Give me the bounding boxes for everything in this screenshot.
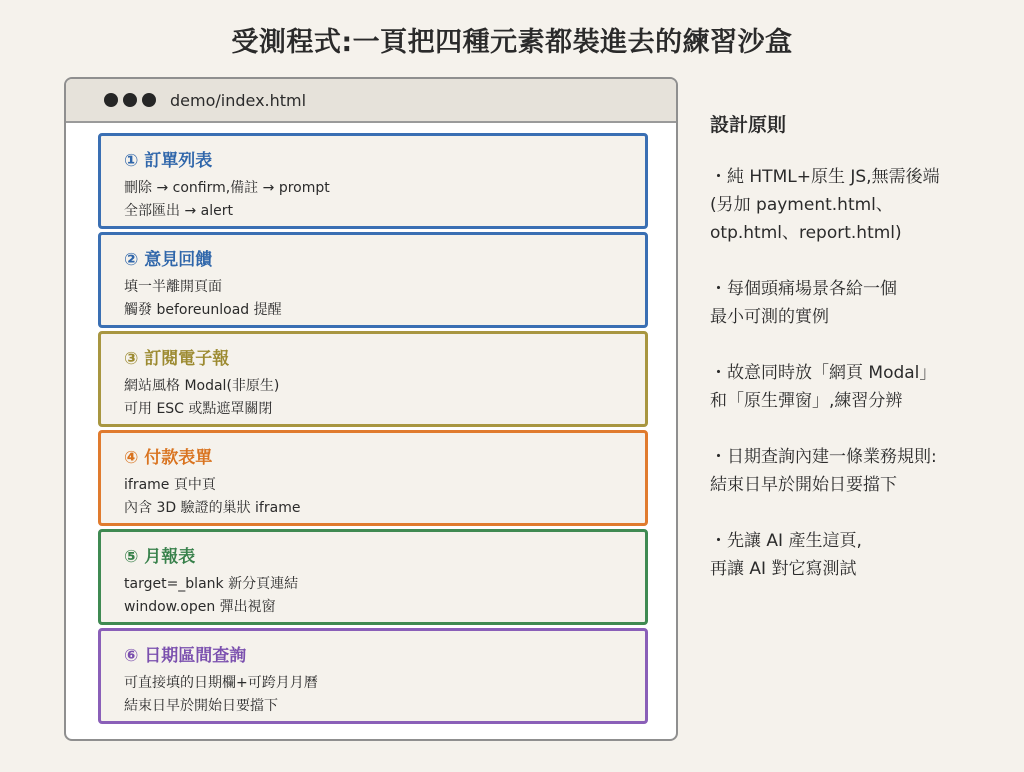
principle-line: otp.html、report.html) <box>710 223 902 243</box>
design-principles <box>710 110 1010 611</box>
principle-line: ・日期查詢內建一條業務規則: <box>710 447 937 467</box>
card-feedback <box>98 232 648 328</box>
principle-line: ・故意同時放「網頁 Modal」 <box>710 363 937 383</box>
principles-heading: 設計原則 <box>710 114 787 136</box>
principle-item <box>710 359 1010 415</box>
principle-line: ・先讓 AI 產生這頁, <box>710 531 862 551</box>
window-dot-icon <box>104 93 118 107</box>
principle-item <box>710 443 1010 499</box>
card-line: iframe 頁中頁 <box>124 477 216 493</box>
principle-line: (另加 payment.html、 <box>710 195 893 215</box>
card-title: ⑤ 月報表 <box>124 547 196 567</box>
window-controls <box>104 93 156 107</box>
principle-line: ・純 HTML+原生 JS,無需後端 <box>710 167 940 187</box>
principle-item <box>710 527 1010 583</box>
principle-line: 結束日早於開始日要擋下 <box>710 475 897 495</box>
card-line: 全部匯出 → alert <box>124 203 233 219</box>
page-title: 受測程式:一頁把四種元素都裝進去的練習沙盒 <box>231 27 793 58</box>
principle-item <box>710 275 1010 331</box>
card-order-list <box>98 133 648 229</box>
card-title: ③ 訂閱電子報 <box>124 349 230 369</box>
principle-line: ・每個頭痛場景各給一個 <box>710 279 897 299</box>
url-text: demo/index.html <box>170 90 307 110</box>
card-line: 填一半離開頁面 <box>124 279 222 295</box>
principle-line: 最小可測的實例 <box>710 307 829 327</box>
card-payment-form <box>98 430 648 526</box>
card-newsletter <box>98 331 648 427</box>
browser-window <box>64 77 678 741</box>
card-monthly-report <box>98 529 648 625</box>
principle-line: 再讓 AI 對它寫測試 <box>710 559 857 579</box>
card-title: ② 意見回饋 <box>124 250 213 270</box>
card-line: 內含 3D 驗證的巢狀 iframe <box>124 500 301 516</box>
card-line: 刪除 → confirm,備註 → prompt <box>124 180 330 196</box>
window-dot-icon <box>123 93 137 107</box>
principle-item <box>710 163 1010 247</box>
card-line: 可直接填的日期欄+可跨月月曆 <box>124 675 318 691</box>
card-line: window.open 彈出視窗 <box>124 599 276 615</box>
section-list <box>98 133 648 727</box>
card-line: 觸發 beforeunload 提醒 <box>124 302 282 318</box>
card-date-range-query <box>98 628 648 724</box>
card-line: target=_blank 新分頁連結 <box>124 576 299 592</box>
card-line: 網站風格 Modal(非原生) <box>124 378 280 394</box>
browser-toolbar <box>66 79 676 123</box>
card-line: 結束日早於開始日要擋下 <box>124 698 278 714</box>
card-line: 可用 ESC 或點遮罩關閉 <box>124 401 273 417</box>
card-title: ④ 付款表單 <box>124 448 213 468</box>
card-title: ⑥ 日期區間查詢 <box>124 646 247 666</box>
window-dot-icon <box>142 93 156 107</box>
principle-line: 和「原生彈窗」,練習分辨 <box>710 391 903 411</box>
card-title: ① 訂單列表 <box>124 151 213 171</box>
